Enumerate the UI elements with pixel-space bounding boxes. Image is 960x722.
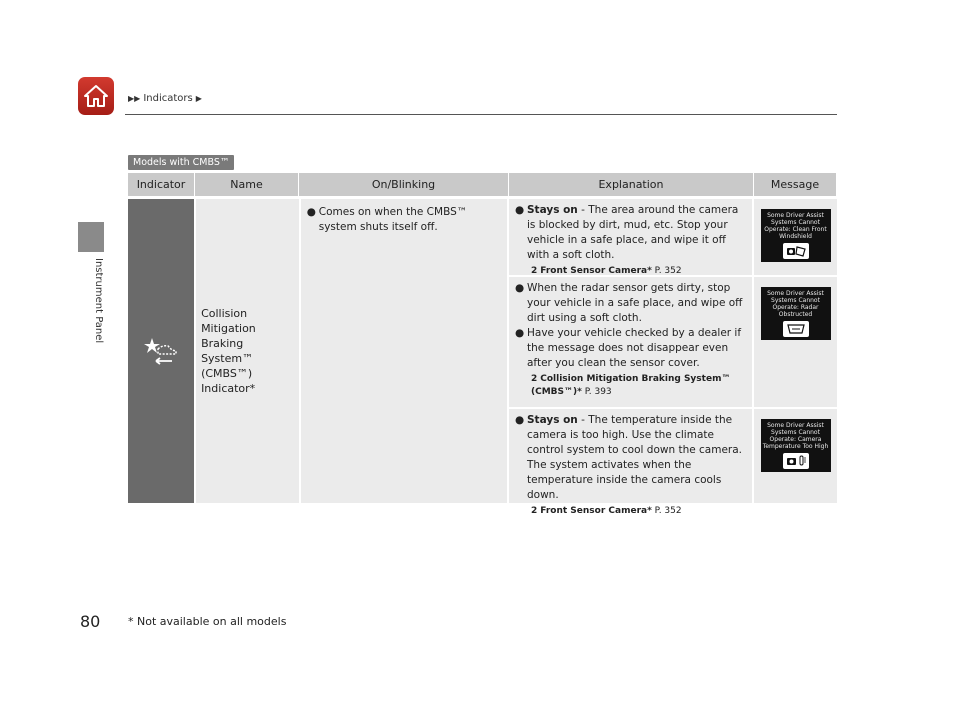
explanation-text: - The area around the camera is blocked by dirt, mud, etc. Stop your vehicle in a safe place, and wipe it off with a soft cloth. (527, 204, 739, 261)
explanation-cell (509, 277, 752, 407)
reference-title: Front Sensor Camera* (540, 266, 652, 276)
message-cell (754, 277, 837, 407)
reference-arrow-icon: 2 (531, 506, 538, 516)
explanation-text: When the radar sensor gets dirty, stop your vehicle in a safe place, and wipe off dirt using a soft cloth. (527, 282, 743, 324)
reference-arrow-icon: 2 (531, 374, 538, 384)
indicator-table (128, 173, 837, 516)
column-header-indicator: Indicator (128, 173, 195, 196)
reference-page: P. 352 (654, 266, 682, 276)
breadcrumb (128, 93, 202, 104)
explanation-row (509, 277, 837, 407)
explanation-row (509, 199, 837, 275)
camera-temperature-icon (783, 453, 809, 469)
cross-reference[interactable] (515, 505, 746, 518)
column-header-name: Name (195, 173, 299, 196)
explanation-text: Have your vehicle checked by a dealer if the message does not disappear even after you clean the sensor cover. (527, 327, 742, 369)
breadcrumb-link-indicators[interactable]: Indicators (143, 93, 193, 104)
message-display (761, 287, 831, 340)
explanation-cell (509, 199, 752, 275)
indicator-cell (128, 199, 194, 503)
message-display (761, 209, 831, 262)
message-cell (754, 409, 837, 503)
message-text: Some Driver Assist Systems Cannot Operate: Camera Temperature Too High (762, 422, 829, 450)
cmbs-indicator-icon (144, 337, 178, 365)
on-blinking-cell (301, 199, 507, 503)
models-tag: Models with CMBS™ (128, 155, 234, 170)
reference-title: Front Sensor Camera* (540, 506, 652, 516)
bullet-icon: ● (515, 282, 525, 294)
breadcrumb-arrow-icon: ▶ (195, 94, 202, 103)
explanation-row (509, 409, 837, 516)
explanation-lead: Stays on (527, 204, 578, 216)
section-tab (78, 222, 104, 252)
on-blinking-text: Comes on when the CMBS™ system shuts itself off. (318, 206, 468, 233)
explanation-text: - The temperature inside the camera is too high. Use the climate control system to cool down the camera. The system activates when the temperature inside the camera cools down. (527, 414, 743, 501)
breadcrumb-arrow-icon: ▶▶ (128, 94, 141, 103)
home-icon (83, 84, 109, 108)
windshield-camera-icon (783, 243, 809, 259)
reference-title: Collision Mitigation Braking System™ (CMBS™)* (531, 374, 731, 397)
table-row (128, 199, 837, 516)
name-cell (196, 199, 299, 503)
message-display (761, 419, 831, 472)
explanation-lead: Stays on (527, 414, 578, 426)
bullet-icon: ● (515, 327, 525, 339)
explanation-rows (509, 199, 837, 516)
footnote: * Not available on all models (128, 615, 287, 628)
explanation-cell (509, 409, 752, 516)
name-line: Indicator* (201, 382, 256, 395)
name-line: Mitigation Braking (201, 322, 256, 350)
bullet-icon: ● (515, 414, 525, 426)
radar-sensor-icon (783, 321, 809, 337)
message-text: Some Driver Assist Systems Cannot Operate: Clean Front Windshield (764, 212, 827, 240)
column-header-on-blinking: On/Blinking (299, 173, 509, 196)
name-line: Collision (201, 307, 248, 320)
header-divider (125, 114, 837, 115)
reference-page: P. 352 (654, 506, 682, 516)
bullet-icon: ● (306, 206, 316, 218)
column-header-explanation: Explanation (509, 173, 754, 196)
reference-page: P. 393 (584, 387, 612, 397)
name-line: (CMBS™) (201, 367, 253, 380)
message-cell (754, 199, 837, 275)
page-number: 80 (80, 612, 101, 631)
column-header-message: Message (754, 173, 837, 196)
cross-reference[interactable] (515, 373, 746, 399)
message-text: Some Driver Assist Systems Cannot Operate: Radar Obstructed (767, 290, 824, 318)
table-header (128, 173, 837, 196)
reference-arrow-icon: 2 (531, 266, 538, 276)
section-label: Instrument Panel (93, 258, 104, 344)
home-button[interactable] (78, 77, 114, 115)
bullet-icon: ● (515, 204, 525, 216)
name-line: System™ (201, 352, 254, 365)
